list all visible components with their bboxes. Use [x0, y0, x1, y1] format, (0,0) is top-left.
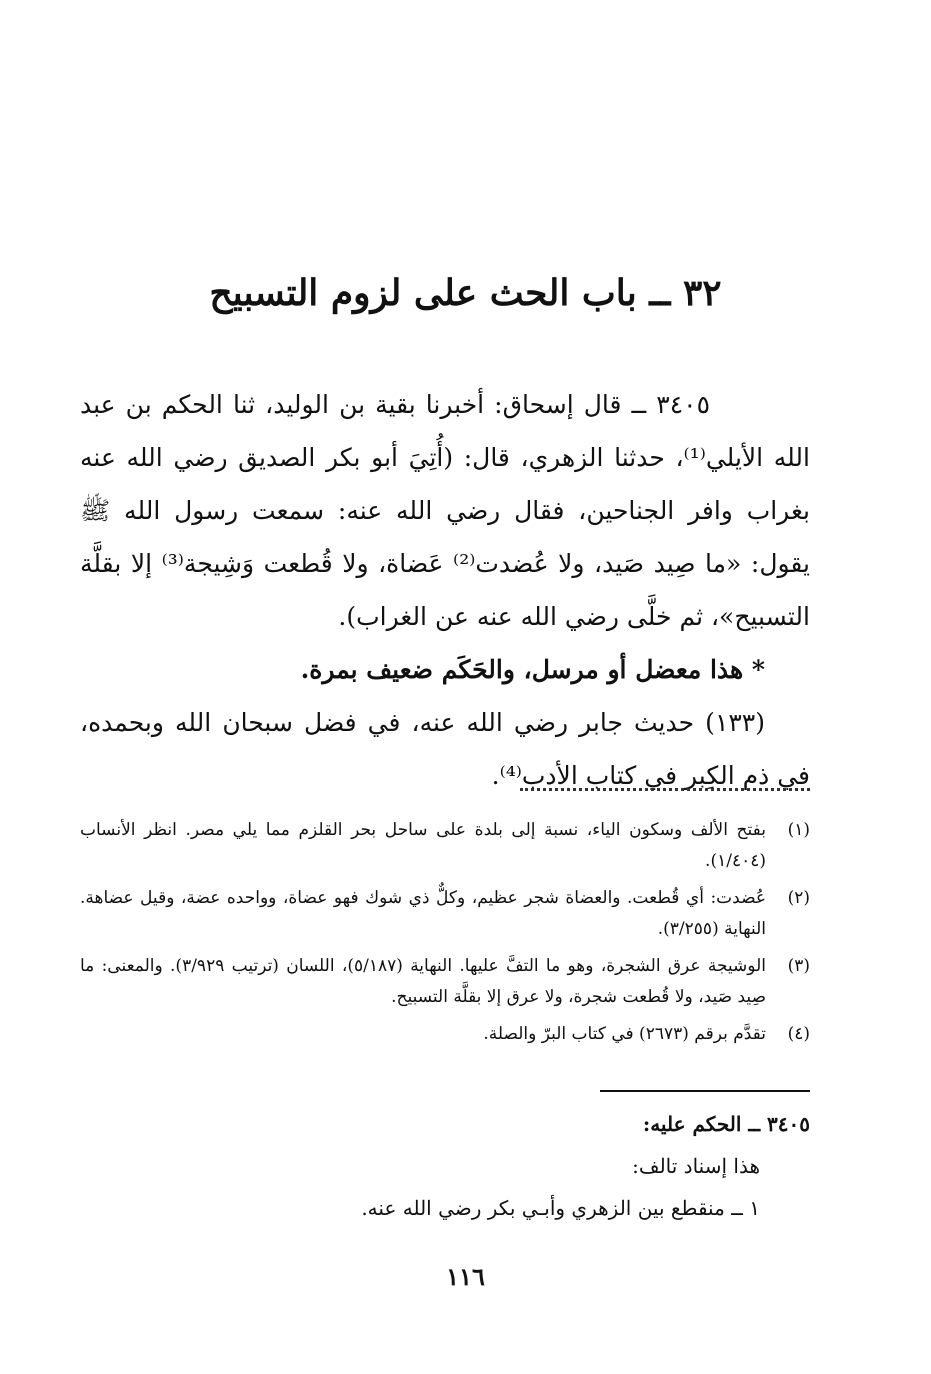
footnote-separator — [520, 788, 810, 791]
footnote-item — [80, 815, 810, 877]
footnote-number: (٤) — [787, 1024, 810, 1044]
commentary — [80, 1103, 810, 1229]
footnote-text: بفتح الألف وسكون الياء، نسبة إلى بلدة على ساحل بحر القلزم مما يلي مصر. انظر الأنساب (١/٤٠٤). — [80, 820, 766, 871]
ruling-line: * هذا معضل أو مرسل، والحَكَم ضعيف بمرة. — [300, 655, 765, 684]
page-number: ١١٦ — [446, 1262, 485, 1291]
chapter-title: ٣٢ ــ باب الحث على لزوم التسبيح — [209, 272, 722, 314]
footnote-item — [80, 951, 810, 1013]
footnote-number: (١) — [787, 820, 810, 840]
footnote-text: تقدَّم برقم (٢٦٧٣) في كتاب البرّ والصلة. — [483, 1024, 766, 1044]
footnote-item — [80, 1019, 810, 1050]
footnote-text: عُضدت: أي قُطعت. والعضاة شجر عظيم، وكلٌّ ذي شوك فهو عضاة، وواحده عضة، وقيل عضاهة. النهاية (٣/٢٥٥). — [80, 888, 766, 939]
footnote-text: الوشيجة عرق الشجرة، وهو ما التفَّ عليها. النهاية (٥/١٨٧)، اللسان (ترتيب ٣/٩٢٩). والمعنى: ما صِيد صَيد، ولا قُطعت شجرة، ولا عرق إلا بقلَّة التسبيح. — [80, 956, 766, 1007]
commentary-separator — [600, 1090, 810, 1092]
commentary-item: ١ ــ منقطع بين الزهري وأبـي بكر رضي الله عنه. — [361, 1196, 760, 1220]
footnotes — [80, 815, 810, 1056]
footnote-item — [80, 883, 810, 945]
footnote-number: (٢) — [787, 888, 810, 908]
main-text — [80, 378, 810, 802]
commentary-intro: هذا إسناد تالف: — [632, 1154, 760, 1178]
commentary-heading: ٣٤٠٥ ــ الحكم عليه: — [642, 1112, 810, 1136]
hadith-paragraph: ٣٤٠٥ ــ قال إسحاق: أخبرنا بقية بن الوليد، ثنا الحكم بن عبد الله الأيلي⁽¹⁾، حدثنا الزهري، قال: (أُتِيَ أبو بكر الصديق رضي الله عنه بغراب وافر الجناحين، فقال رضي الله عنه: سمعت رسول الله ﷺ يقول: «ما صِيد صَيد، ولا عُضدت⁽²⁾ عَضاة، ولا قُطعت وَشِيجة⁽³⁾ إلا بقلَّة التسبيح»، ثم خلَّى رضي الله عنه عن الغراب). — [80, 390, 810, 631]
reference-paragraph: (١٣٣) حديث جابر رضي الله عنه، في فضل سبحان الله وبحمده، في ذم الكِبر في كتاب الأدب⁽⁴⁾. — [80, 708, 810, 790]
footnote-number: (٣) — [787, 956, 810, 976]
